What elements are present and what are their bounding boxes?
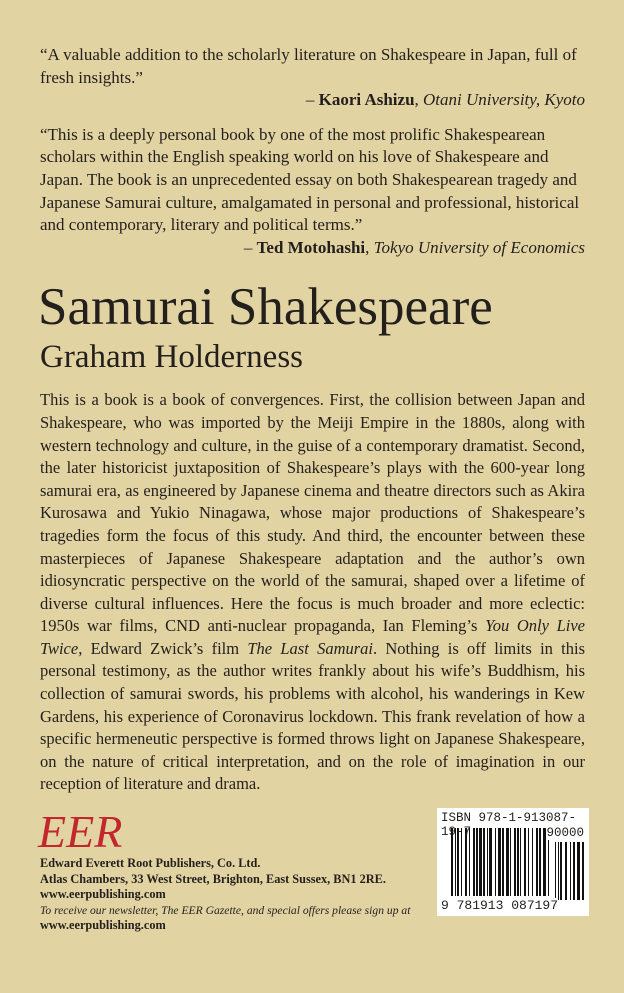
barcode-bar (560, 842, 562, 900)
comma: , (365, 237, 374, 257)
ean-digits: 9 781913 087197 (441, 898, 559, 914)
publisher-website[interactable]: www.eerpublishing.com (40, 887, 166, 902)
review-quote-1 (40, 44, 585, 112)
barcode-bar (555, 842, 556, 900)
reviewer-affiliation: Otani University, Kyoto (423, 90, 585, 110)
dash: – (305, 90, 319, 110)
blurb-title: You Only Live Twice (40, 616, 585, 658)
barcode-bar (573, 842, 575, 900)
isbn-barcode (437, 808, 589, 916)
comma: , (414, 90, 424, 110)
reviewer-affiliation: Tokyo University of Economics (373, 237, 585, 257)
footer (40, 808, 585, 934)
quote-text: “This is a deeply personal book by one of the most prolific Shakespearean scholars within the English speaking world on his love of Shakespeare and Japan. The book is an unprecedented essay on both Shakespearean tragedy and Japanese Samurai culture, amalgamated in personal and professional, historical and contemporary, literary and political terms.” (40, 124, 580, 235)
book-author: Graham Holderness (40, 339, 304, 376)
barcode-bar (570, 842, 571, 900)
reviewer-name: Ted Motohashi (256, 237, 366, 257)
barcode-bar (558, 842, 559, 900)
reviewer-name: Kaori Ashizu (318, 90, 415, 110)
quote-attribution (40, 89, 585, 112)
price-addon: 90000 (546, 826, 584, 841)
blurb-text: This is a book is a book of convergences. First, the collision between Japan and Shakespeare, who was imported by the Meiji Empire in the 1880s, along with western technology and culture, in the guise of a contemporary dramatist. Second, the later historicist juxtaposition of Shakespeare’s plays with the 600-year long samurai era, as engineered by Japanese cinema and theatre directors such as Akira Kurosawa and Yukio Ninagawa, whose major productions of Shakespeare’s tragedies form the focus of this study. And third, the encounter between these masterpieces of Japanese Shakespeare adaptation and the author’s own idiosyncratic perspective on the world of the samurai, shaped over a lifetime of diverse cultural influences. Here the focus is much broader and more eclectic: 1950s war films, CND anti-nuclear propaganda, Ian Fleming’s (40, 390, 585, 636)
quote-attribution (40, 237, 585, 260)
publisher-website-signup[interactable]: www.eerpublishing.com (40, 918, 166, 933)
barcode-bar (582, 842, 584, 900)
barcode-bar (565, 842, 567, 900)
blurb-text: . Nothing is off limits in this personal testimony, as the author writes frankly about his wife’s Buddhism, his collection of samurai swords, his problems with alcohol, his wanderings in Kew Gardens, his experience of Coronavirus lockdown. This frank revelation of how a specific hermeneutic perspective is formed throws light on Japanese Shakespeare, on the nature of critical interpretation, and on the role of imagination in our reception of literature and drama. (40, 638, 586, 794)
book-title: Samurai Shakespeare (38, 278, 493, 337)
isbn-text: ISBN 978-1-913087-19-7 (441, 811, 577, 840)
publisher-address: Atlas Chambers, 33 West Street, Brighton, East Sussex, BN1 2RE. (40, 871, 386, 886)
review-quote-2 (40, 124, 585, 260)
publisher-info (40, 808, 425, 934)
newsletter-note: To receive our newsletter, The EER Gazette, and special offers please sign up at (40, 903, 411, 917)
blurb-text: , Edward Zwick’s film (78, 638, 248, 658)
dash: – (243, 237, 257, 257)
blurb (40, 389, 585, 796)
quote-text: “A valuable addition to the scholarly literature on Shakespeare in Japan, full of fresh insights.” (40, 45, 577, 87)
publisher-logo: EER (38, 806, 123, 858)
publisher-name: Edward Everett Root Publishers, Co. Ltd. (40, 856, 261, 871)
blurb-title: The Last Samurai (247, 638, 373, 658)
barcode-bar (577, 842, 580, 900)
